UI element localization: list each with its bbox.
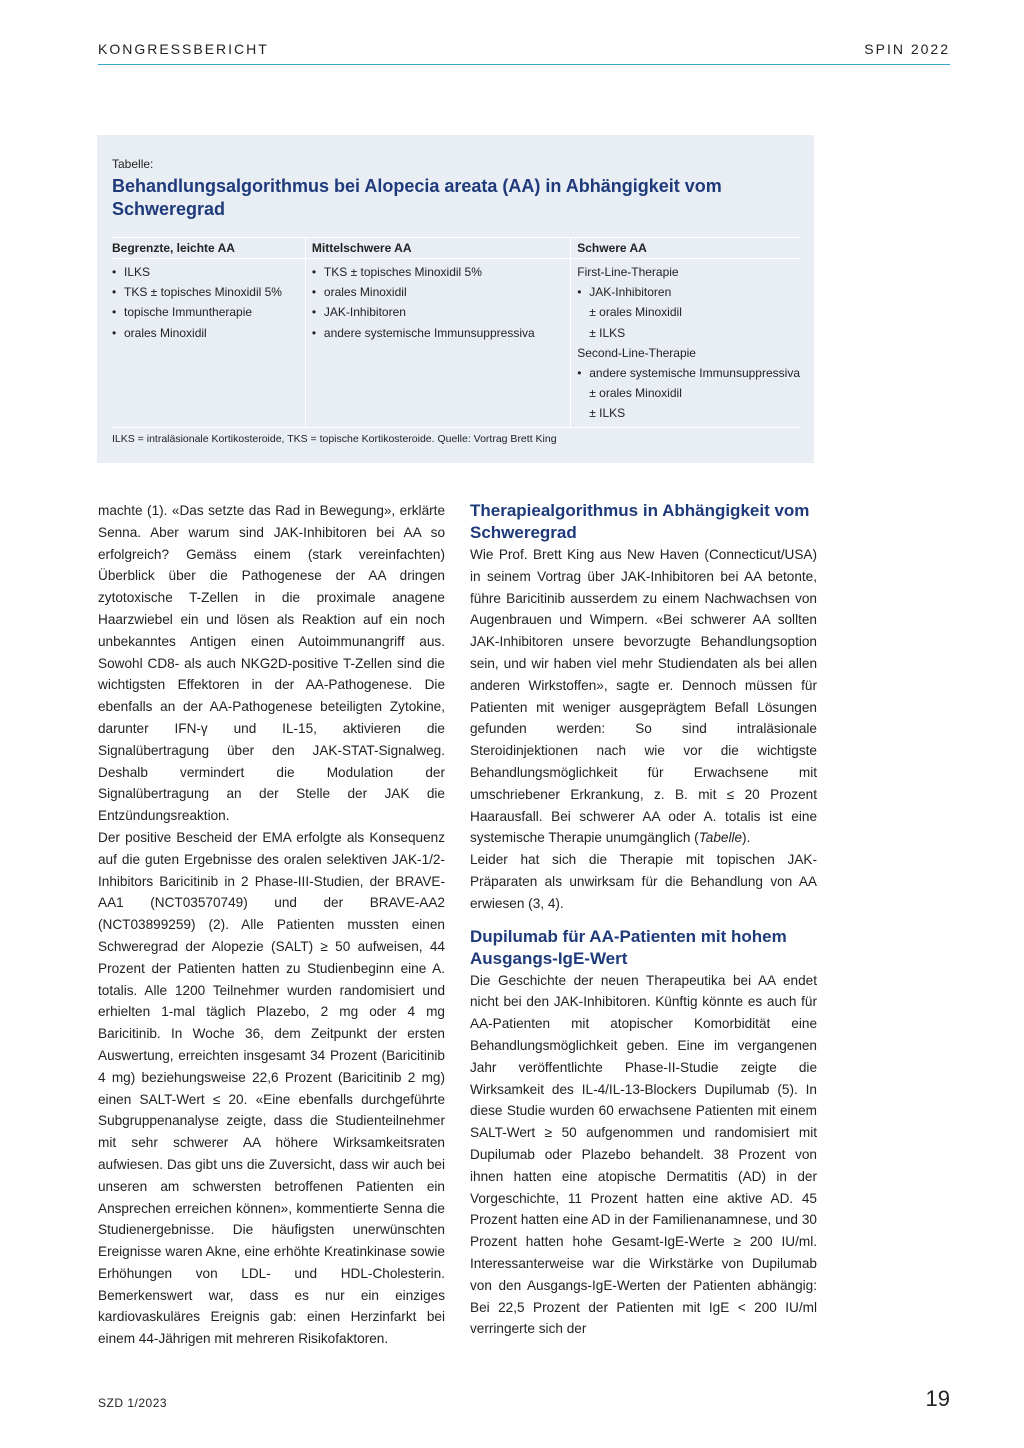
section-heading: Therapiealgorithmus in Abhängigkeit vom Schweregrad <box>470 501 810 542</box>
treatment-table <box>112 237 800 428</box>
second-line-label: Second-Line-Therapie <box>577 345 696 360</box>
right-text-column <box>470 500 817 1340</box>
body-paragraph: Leider hat sich die Therapie mit topischen JAK-Präparaten als unwirksam für die Behandlung von AA erwiesen (3, 4). <box>470 852 817 911</box>
table-header-mild: Begrenzte, leichte AA <box>112 238 305 259</box>
list-subitem: ± orales Minoxidil <box>589 386 682 401</box>
footer-issue: SZD 1/2023 <box>98 1396 168 1410</box>
list-item: • andere systemische Immunsuppressiva <box>577 363 800 383</box>
table-cell-severe <box>571 259 800 428</box>
table-reference: Tabelle <box>698 830 743 846</box>
table-header-row <box>112 238 800 259</box>
header-section-label: KONGRESSBERICHT <box>98 41 269 57</box>
list-item: • TKS ± topisches Minoxidil 5% <box>112 282 305 302</box>
body-paragraph: Die Geschichte der neuen Therapeutika bei AA endet nicht bei den JAK-Inhibitoren. Künftig könnte es auch für AA-Patienten mit atopischer Komorbidität eine Behandlungsmöglichkeit geben. Eine im vergangenen Jahr veröffentlichte Phase-II-Studie zeigte die Wirksamkeit des IL-4/IL-13-Blockers Dupilumab (5). In diese Studie wurden 60 erwachsene Patienten mit einem SALT-Wert ≥ 50 aufgenommen und randomisiert mit Dupilumab oder Plazebo behandelt. 38 Prozent von ihnen hatten eine atopische Dermatitis (AD) in der Vorgeschichte, 11 Prozent hatten eine aktive AD. 45 Prozent hatten eine AD in der Familienanamnese, und 30 Prozent hatten hohe Gesamt-IgE-Werte ≥ 200 IU/ml. Interessanterweise war die Wirkstärke von Dupilumab von den Ausgangs-IgE-Werten der Patienten abhängig: Bei 22,5 Prozent der Patienten mit IgE < 200 IU/ml verringerte sich der <box>470 972 817 1337</box>
table-title: Behandlungsalgorithmus bei Alopecia areata (AA) in Abhängigkeit vom Schweregrad <box>112 176 722 219</box>
left-text-column <box>98 500 445 1350</box>
first-line-label: First-Line-Therapie <box>577 265 679 279</box>
list-item: • andere systemische Immunsuppressiva <box>312 323 570 343</box>
table-row <box>112 259 800 428</box>
list-item: • orales Minoxidil <box>112 323 305 343</box>
list-item: • JAK-Inhibitoren <box>577 282 800 302</box>
table-header-severe: Schwere AA <box>571 238 800 259</box>
table-kicker: Tabelle: <box>112 157 154 171</box>
table-box <box>97 135 814 463</box>
table-cell-mild <box>112 259 305 428</box>
table-footnote: ILKS = intraläsionale Kortikosteroide, TKS = topische Kortikosteroide. Quelle: Vortrag Brett King <box>112 433 557 445</box>
header-journal-label: SPIN 2022 <box>864 41 950 57</box>
body-paragraph: Wie Prof. Brett King aus New Haven (Connecticut/USA) in seinem Vortrag über JAK-Inhibitoren bei AA betonte, führe Baricitinib ausserdem zu einem Nachwachsen von Augenbrauen und Wimpern. «Bei schwerer AA sollten JAK-Inhibitoren unsere bevorzugte Behandlungsoption sein, und wir haben viel mehr Studiendaten als bei allen anderen Wirkstoffen», sagte er. Dennoch müssen für Patienten mit weniger ausgeprägtem Befall Lösungen gefunden werden: So sind intraläsionale Steroidinjektionen nach wie vor die wichtigste Behandlungsmöglichkeit für Erwachsene mit umschriebener Erkrankung, z. B. mit ≤ 20 Prozent Haarausfall. Bei schwerer AA oder A. totalis ist eine systemische Therapie unumgänglich (Tabelle). <box>470 547 817 846</box>
list-item: • JAK-Inhibitoren <box>312 302 570 322</box>
table-header-moderate: Mittelschwere AA <box>305 238 570 259</box>
list-subitem: ± ILKS <box>589 325 626 340</box>
body-paragraph: machte (1). «Das setzte das Rad in Bewegung», erklärte Senna. Aber warum sind JAK-Inhibitoren bei AA so erfolgreich? Gemäss einem (stark vereinfachten) Überblick über die Pathogenese der AA dringen zytotoxische T-Zellen in die proximale anagene Haarzwiebel ein und lösen als Reaktion auf ein noch unbekanntes Antigen einen Autoimmunangriff aus. Sowohl CD8- als auch NKG2D-positive T-Zellen sind die wichtigsten Effektoren in der AA-Pathogenese. Die ebenfalls an der AA-Pathogenese beteiligten Zytokine, darunter IFN-γ und IL-15, aktivieren die Signalübertragung über den JAK-STAT-Signalweg. Deshalb vermindert die Modulation der Signalübertragung an der Stelle der JAK die Entzündungsreaktion. <box>98 503 445 824</box>
body-paragraph: Der positive Bescheid der EMA erfolgte als Konsequenz auf die guten Ergebnisse des oralen selektiven JAK-1/2-Inhibitors Baricitinib in 2 Phase-III-Studien, der BRAVE-AA1 (NCT03570749) und der BRAVE-AA2 (NCT03899259) (2). Alle Patienten mussten einen Schweregrad der Alopezie (SALT) ≥ 50 aufweisen, 44 Prozent der Patienten hatten zu Studienbeginn eine A. totalis. Alle 1200 Teilnehmer wurden randomisiert und erhielten 1-mal täglich Plazebo, 2 mg oder 4 mg Baricitinib. In Woche 36, dem Zeitpunkt der ersten Auswertung, erreichten insgesamt 34 Prozent (Baricitinib 4 mg) beziehungsweise 22,6 Prozent (Baricitinib 2 mg) einen SALT-Wert ≤ 20. «Eine ebenfalls durchgeführte Subgruppenanalyse zeigte, dass die Studienteilnehmer mit sehr schwerer AA höhere Wirksamkeitsraten aufwiesen. Das gibt uns die Zuversicht, dass wir auch bei unseren am schwersten betroffenen Patienten ein Ansprechen erreichen können», kommentierte Senna die Studienergebnisse. Die häufigsten unerwünschten Ereignisse waren Akne, eine erhöhte Kreatinkinase sowie Erhöhungen von LDL- und HDL-Cholesterin. Bemerkenswert war, dass es nur ein einziges kardiovaskuläres Ereignis gab: einen Herzinfarkt bei einem 44-Jährigen mit mehreren Risikofaktoren. <box>98 829 445 1347</box>
table-cell-moderate <box>305 259 570 428</box>
list-subitem: ± orales Minoxidil <box>589 305 682 320</box>
page-number: 19 <box>925 1386 950 1411</box>
list-item: • ILKS <box>112 262 305 282</box>
section-heading: Dupilumab für AA-Patienten mit hohem Ausgangs-IgE-Wert <box>470 926 787 968</box>
list-item: • TKS ± topisches Minoxidil 5% <box>312 262 570 282</box>
list-item: • orales Minoxidil <box>312 282 570 302</box>
list-subitem: ± ILKS <box>589 406 626 421</box>
list-item: • topische Immuntherapie <box>112 302 305 322</box>
running-header <box>98 40 950 65</box>
